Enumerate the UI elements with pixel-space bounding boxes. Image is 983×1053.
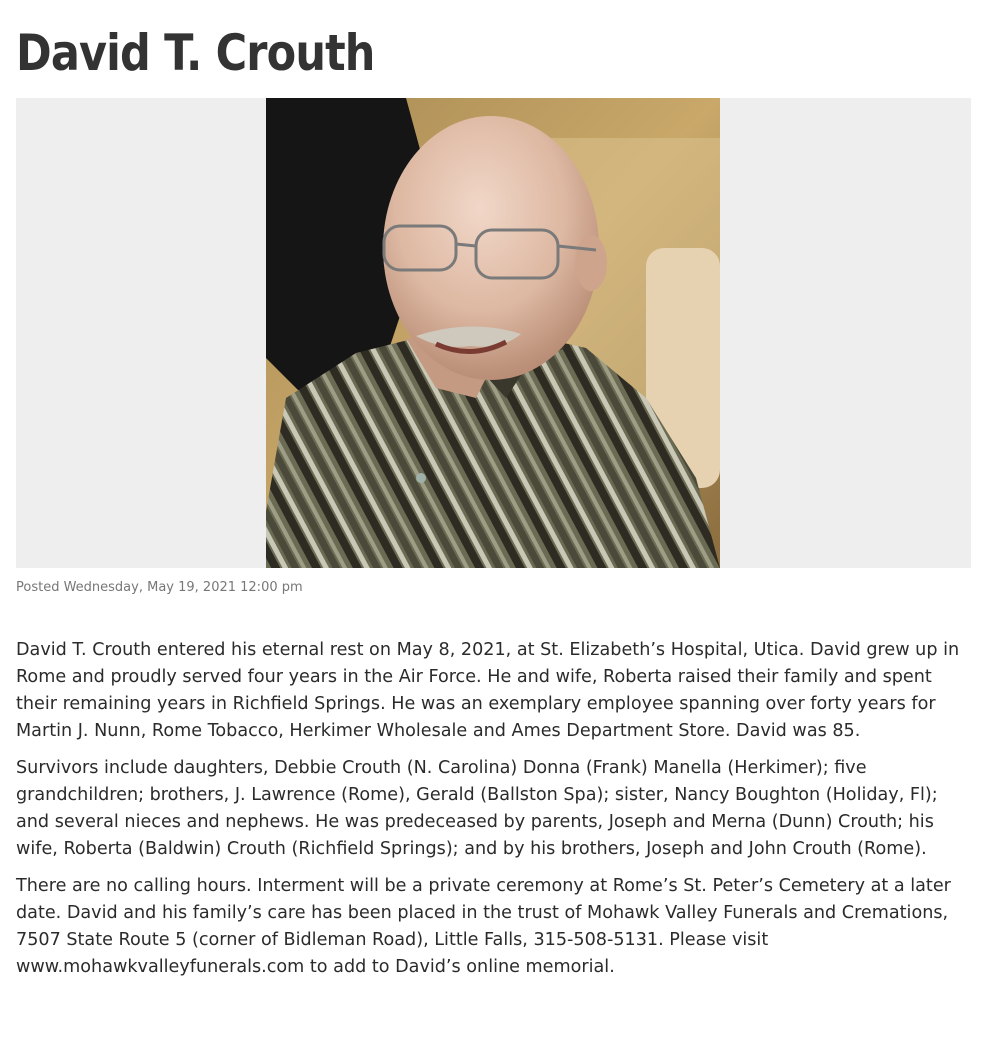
- posted-date: Posted Wednesday, May 19, 2021 12:00 pm: [16, 580, 303, 595]
- photo-frame: [16, 98, 971, 568]
- ear: [575, 235, 607, 291]
- page-title: David T. Crouth: [16, 24, 375, 82]
- article-body: [16, 637, 971, 991]
- paragraph: Survivors include daughters, Debbie Crouth (N. Carolina) Donna (Frank) Manella (Herkimer); five grandchildren; brothers, J. Lawrence (Rome), Gerald (Ballston Spa); sister, Nancy Boughton (Holiday, Fl); and several nieces and nephews. He was predeceased by parents, Joseph and Merna (Dunn) Crouth; his wife, Roberta (Baldwin) Crouth (Richfield Springs); and by his brothers, Joseph and John Crouth (Rome).: [16, 758, 938, 859]
- portrait-illustration: [266, 98, 720, 568]
- portrait-photo[interactable]: [266, 98, 720, 568]
- paragraph: David T. Crouth entered his eternal rest on May 8, 2021, at St. Elizabeth’s Hospital, Utica. David grew up in Rome and proudly served four years in the Air Force. He and wife, Roberta raised their family and spent their remaining years in Richfield Springs. He was an exemplary employee spanning over forty years for Martin J. Nunn, Rome Tobacco, Herkimer Wholesale and Ames Department Store. David was 85.: [16, 640, 960, 741]
- shirt-button: [416, 473, 426, 483]
- paragraph: There are no calling hours. Interment will be a private ceremony at Rome’s St. Peter’s Cemetery at a later date. David and his family’s care has been placed in the trust of Mohawk Valley Funerals and Cremations, 7507 State Route 5 (corner of Bidleman Road), Little Falls, 315-508-5131. Please visit www.mohawkvalleyfunerals.com to add to David’s online memorial.: [16, 876, 951, 977]
